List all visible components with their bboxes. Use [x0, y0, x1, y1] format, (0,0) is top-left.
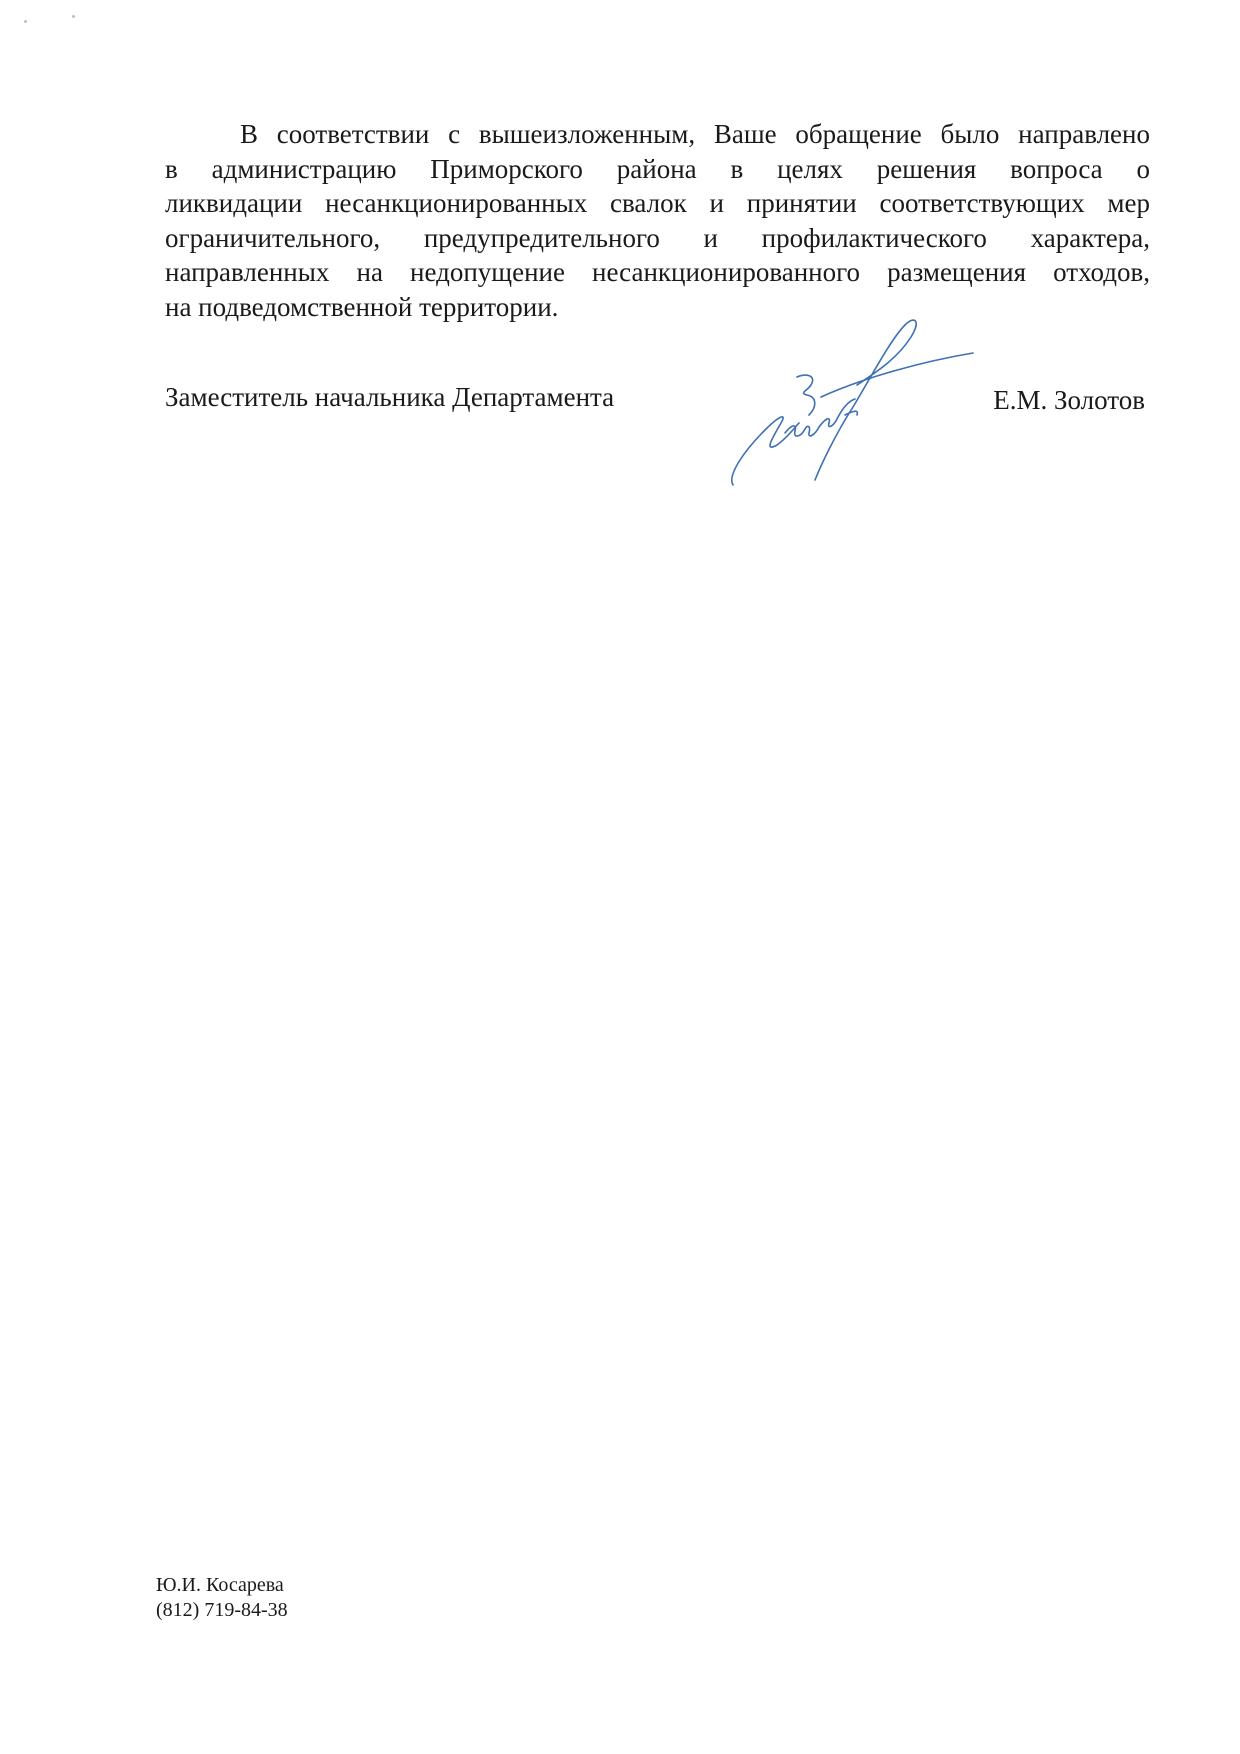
executor-phone: (812) 719-84-38: [156, 1599, 288, 1621]
handwritten-signature: [725, 315, 1005, 495]
scan-artifact-dot: [24, 20, 27, 23]
signer-position: Заместитель начальника Департамента: [165, 382, 615, 412]
paragraph-line: ограничительного, предупредительного и профилактического характера,: [165, 222, 1150, 253]
signer-name: Е.М. Золотов: [993, 385, 1145, 415]
scan-artifact-dot: [72, 15, 75, 18]
executor-name: Ю.И. Косарева: [156, 1574, 284, 1596]
paragraph-line: ликвидации несанкционированных свалок и принятии соответствующих мер: [165, 188, 1150, 218]
executor-info: [156, 1573, 288, 1623]
letter-body-paragraph: [165, 117, 1150, 324]
paragraph-line: В соответствии с вышеизложенным, Ваше обращение было направлено: [240, 119, 1150, 149]
paragraph-line: в администрацию Приморского района в целях решения вопроса о: [165, 153, 1150, 184]
paragraph-line: направленных на недопущение несанкционированного размещения отходов,: [165, 257, 1150, 287]
paragraph-line: на подведомственной территории.: [165, 291, 559, 322]
